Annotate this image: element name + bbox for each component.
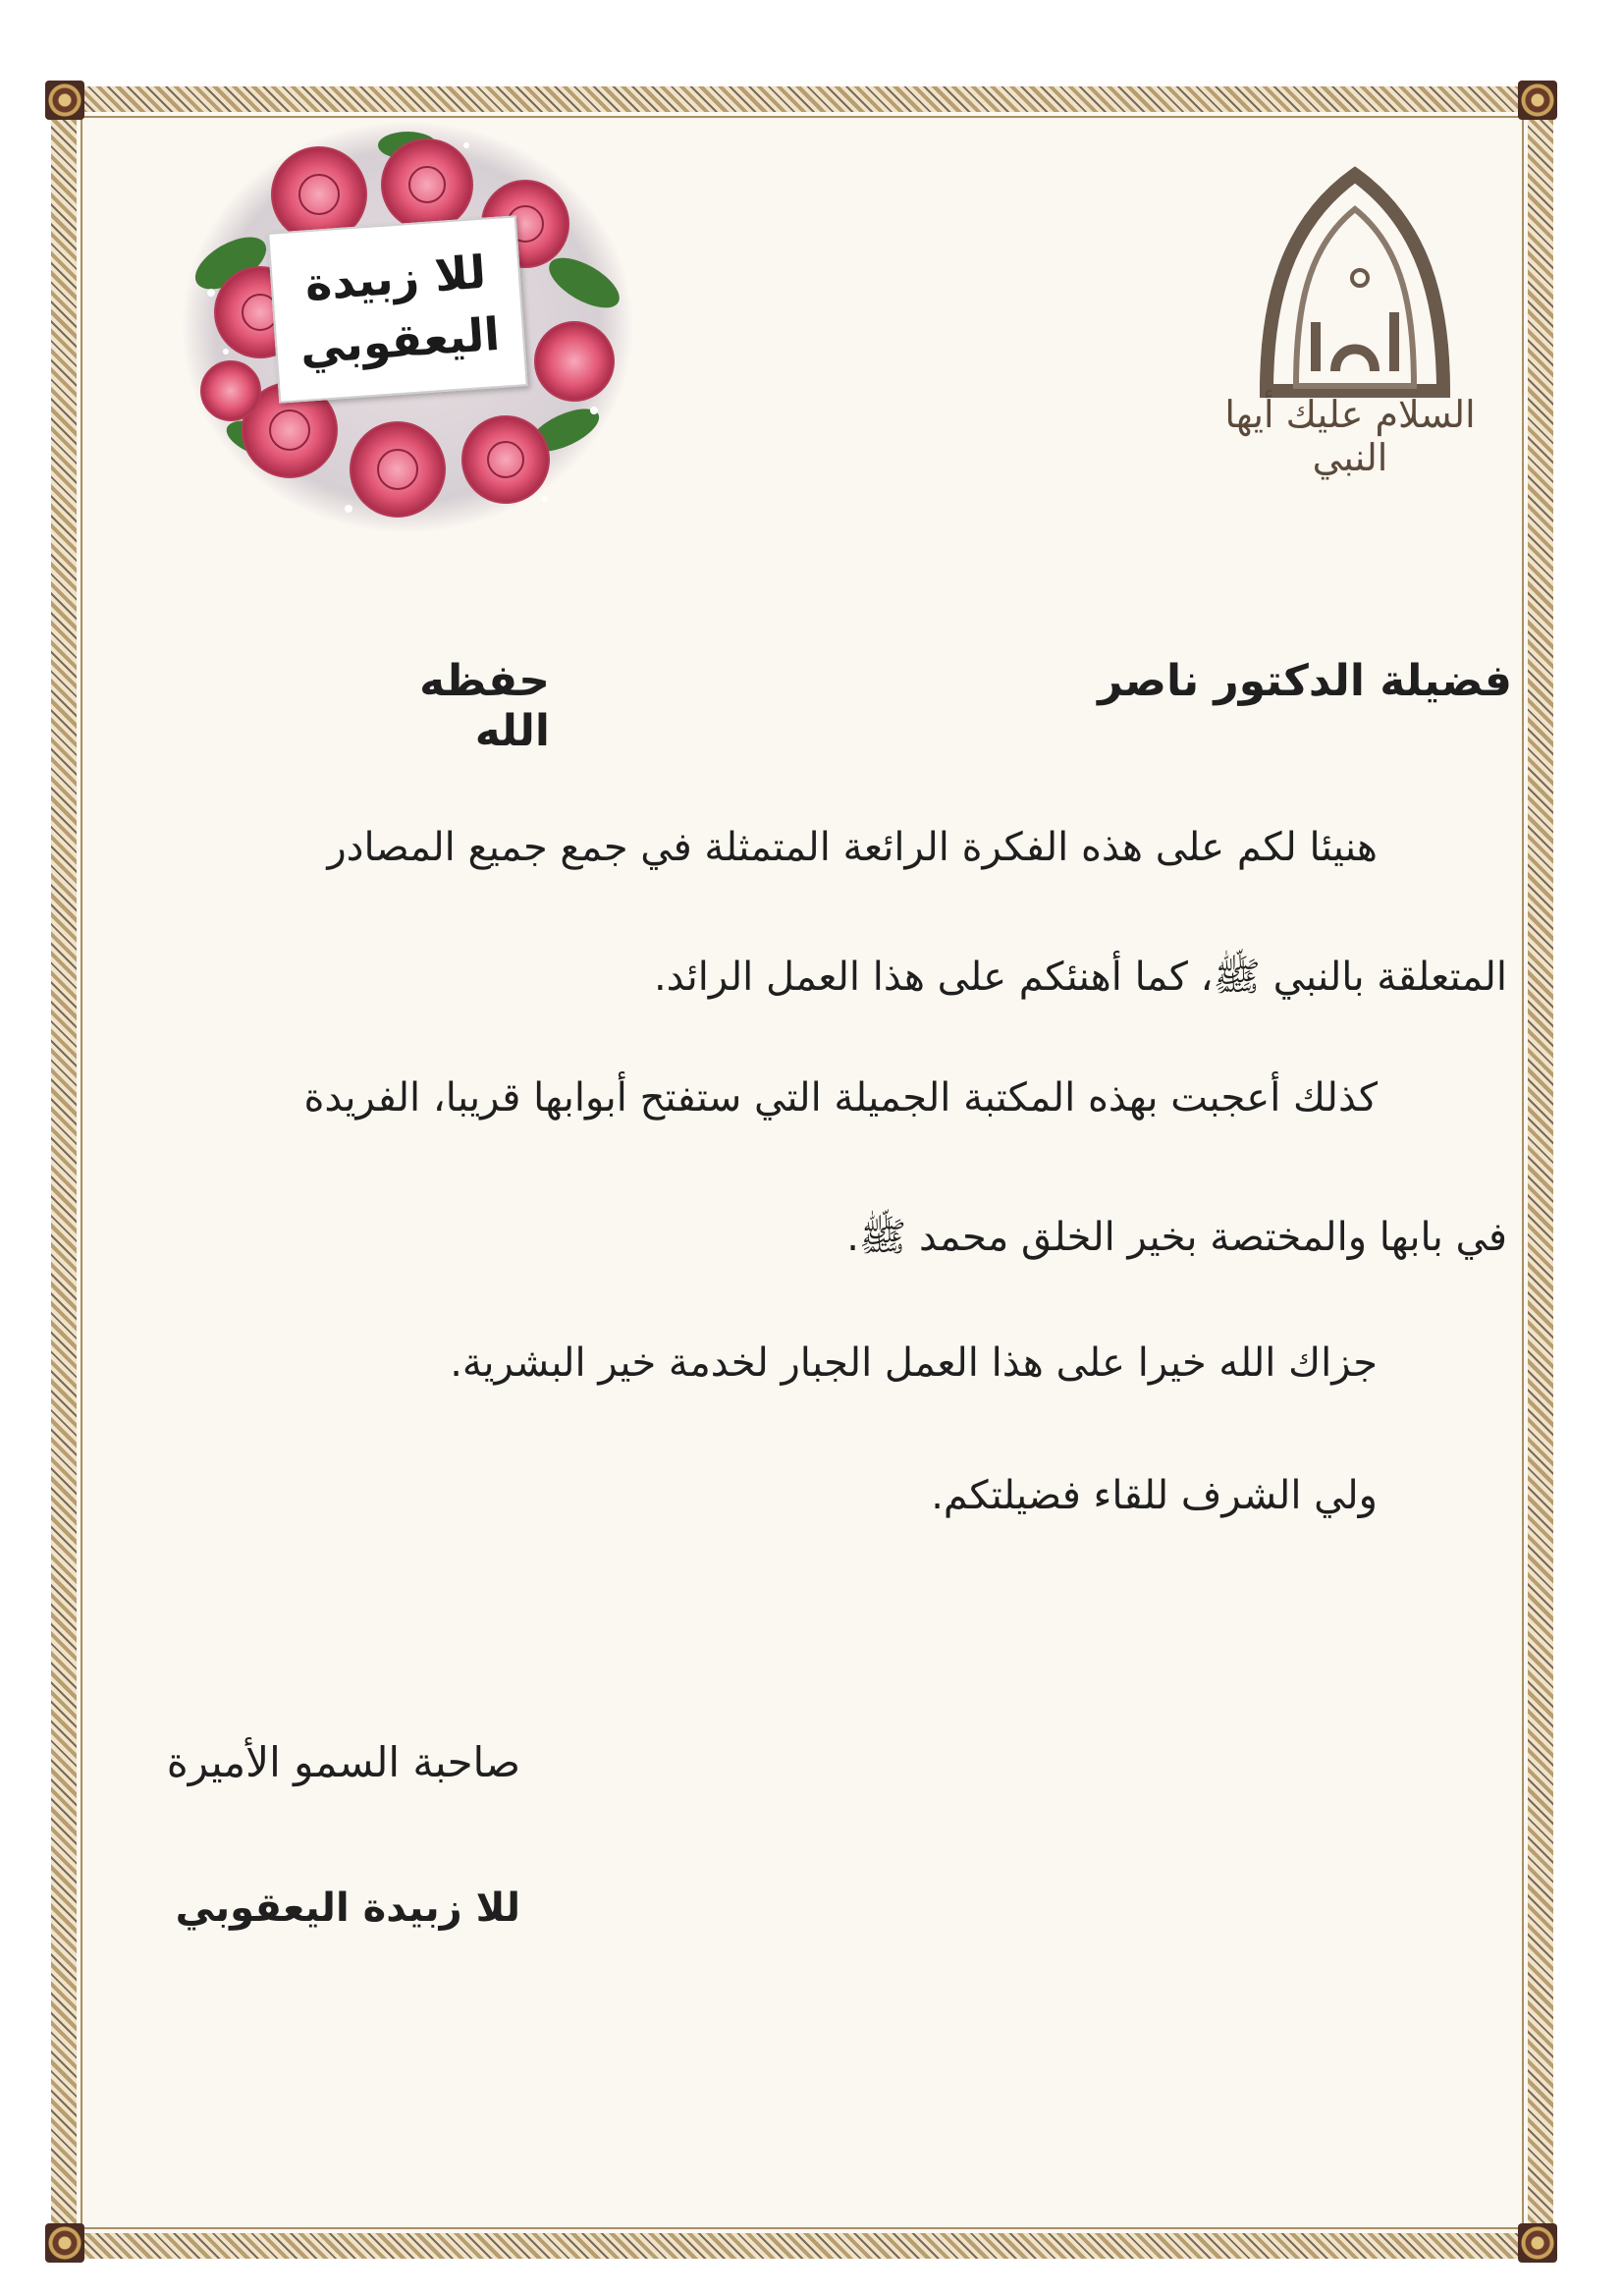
paragraph-5: جزاك الله خيرا على هذا العمل الجبار لخدمة خير البشرية. [450,1340,1378,1386]
blessing-heading: حفظه الله [419,656,550,756]
paragraph-3: كذلك أعجبت بهذه المكتبة الجميلة التي ستفتح أبوابها قريبا، الفريدة [303,1075,1378,1121]
logo-caption: السلام عليك أيها النبي [1224,393,1476,479]
bouquet-name-card [267,215,528,403]
corner-ornament [45,2223,84,2263]
paragraph-6: ولي الشرف للقاء فضيلتكم. [931,1473,1378,1518]
corner-ornament [1518,2223,1557,2263]
bouquet-card-line2: اليعقوبي [298,306,502,374]
signatory-name: للا زبيدة اليعقوبي [175,1886,520,1931]
paragraph-4: في بابها والمختصة بخير الخلق محمد ﷺ. [846,1215,1507,1260]
corner-ornament [45,81,84,120]
paragraph-1: هنيئا لكم على هذه الفكرة الرائعة المتمثلة في جمع جميع المصادر [327,825,1378,870]
bouquet-card-line1: للا زبيدة [302,245,488,311]
corner-ornament [1518,81,1557,120]
addressee-heading: فضيلة الدكتور ناصر [1098,656,1512,706]
signatory-title: صاحبة السمو الأميرة [166,1738,520,1786]
paragraph-2: المتعلقة بالنبي ﷺ، كما أهنئكم على هذا العمل الرائد. [653,955,1507,1000]
